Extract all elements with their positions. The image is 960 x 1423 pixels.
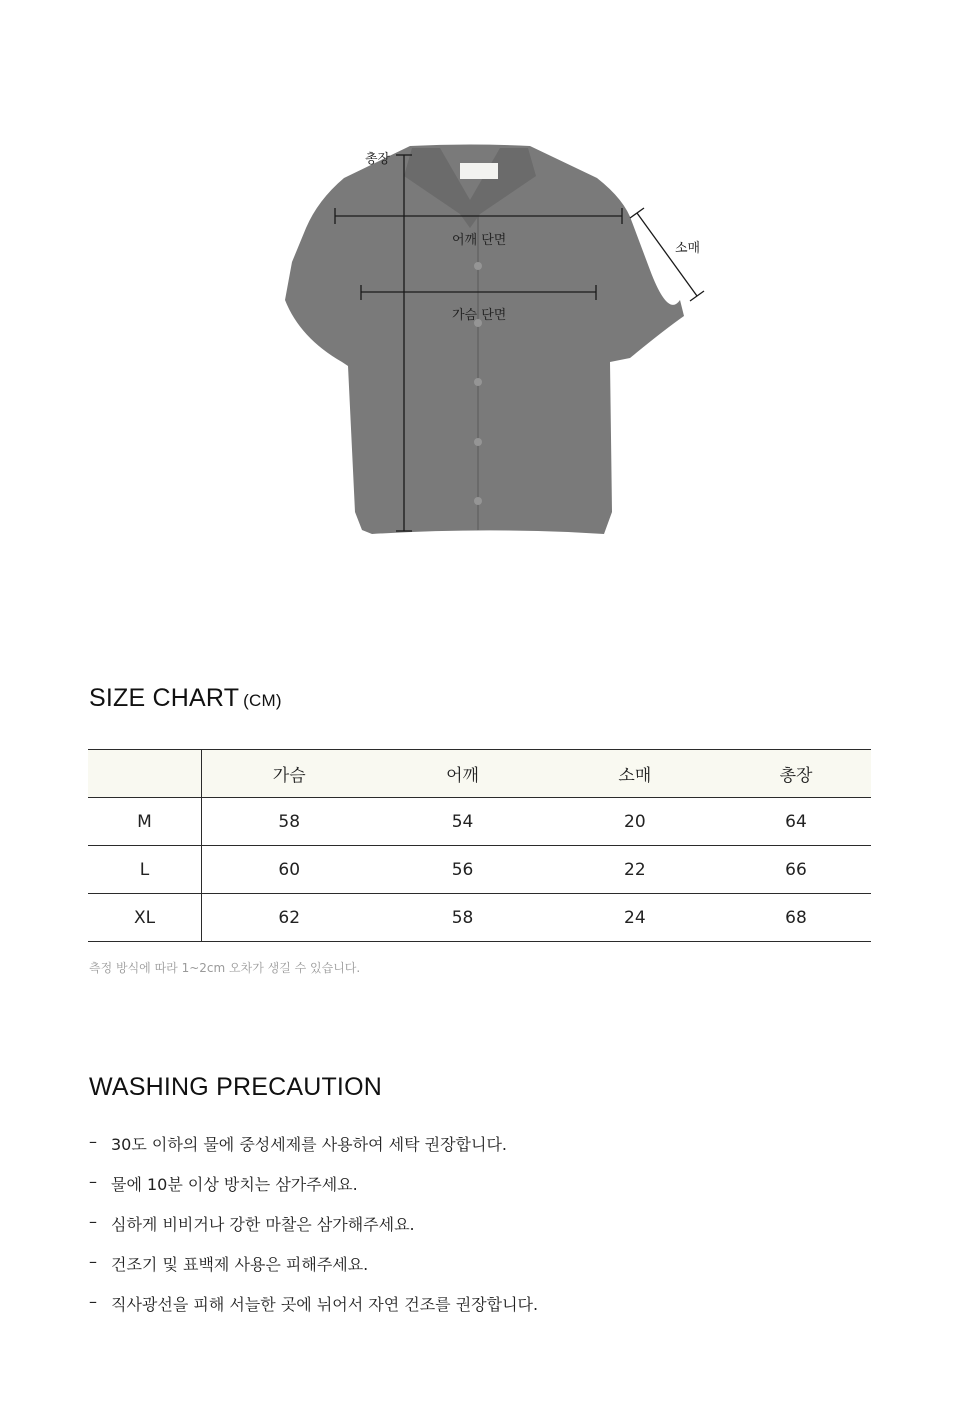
- table-row: [88, 894, 871, 942]
- list-dash: –: [89, 1252, 97, 1271]
- table-cell: 60: [202, 846, 377, 894]
- table-cell: 54: [376, 798, 548, 846]
- sleeve-cap-bottom: [690, 291, 704, 301]
- washing-title: WASHING PRECAUTION: [89, 1073, 382, 1101]
- shirt-button: [474, 378, 482, 386]
- table-cell: 20: [549, 798, 721, 846]
- shirt-button: [474, 438, 482, 446]
- sleeve-label: 소매: [675, 241, 701, 256]
- list-item-text: 30도 이하의 물에 중성세제를 사용하여 세탁 권장합니다.: [111, 1135, 507, 1154]
- list-item: [89, 1252, 538, 1292]
- list-dash: –: [89, 1212, 97, 1231]
- table-row: [88, 798, 871, 846]
- size-chart-title: [89, 684, 282, 713]
- size-table: [88, 749, 871, 942]
- shirt-button: [474, 497, 482, 505]
- size-label-cell: L: [88, 846, 202, 894]
- list-item: [89, 1212, 538, 1252]
- list-item: [89, 1172, 538, 1212]
- table-cell: 56: [376, 846, 548, 894]
- table-cell: 22: [549, 846, 721, 894]
- list-dash: –: [89, 1292, 97, 1311]
- shoulder-label: 어깨 단면: [452, 233, 507, 248]
- table-cell: 58: [376, 894, 548, 942]
- size-label-cell: XL: [88, 894, 202, 942]
- table-cell: 24: [549, 894, 721, 942]
- list-item-text: 물에 10분 이상 방치는 삼가주세요.: [111, 1175, 358, 1194]
- washing-list: [89, 1132, 538, 1332]
- size-chart-title-text: SIZE CHART: [89, 684, 240, 712]
- list-item-text: 심하게 비비거나 강한 마찰은 삼가해주세요.: [111, 1215, 415, 1234]
- size-chart-unit: (CM): [243, 691, 282, 710]
- table-cell: 66: [721, 846, 871, 894]
- shirt-illustration: [0, 0, 960, 600]
- table-header-cell: 어깨: [376, 750, 548, 798]
- table-cell: 58: [202, 798, 377, 846]
- total-length-label: 총장: [365, 152, 391, 167]
- table-header-cell: [88, 750, 202, 798]
- chest-label: 가슴 단면: [452, 308, 507, 323]
- list-dash: –: [89, 1172, 97, 1191]
- table-header-row: [88, 750, 871, 798]
- table-header-cell: 가슴: [202, 750, 377, 798]
- list-item: [89, 1132, 538, 1172]
- list-item: [89, 1292, 538, 1332]
- table-row: [88, 846, 871, 894]
- list-dash: –: [89, 1132, 97, 1151]
- table-header-cell: 소매: [549, 750, 721, 798]
- table-cell: 64: [721, 798, 871, 846]
- size-label-cell: M: [88, 798, 202, 846]
- measurement-note: 측정 방식에 따라 1~2cm 오차가 생길 수 있습니다.: [89, 961, 361, 975]
- sleeve-cap-top: [630, 208, 644, 218]
- table-header-cell: 총장: [721, 750, 871, 798]
- shirt-button: [474, 262, 482, 270]
- table-cell: 68: [721, 894, 871, 942]
- garment-diagram: [0, 0, 960, 600]
- list-item-text: 직사광선을 피해 서늘한 곳에 뉘어서 자연 건조를 권장합니다.: [111, 1295, 539, 1314]
- list-item-text: 건조기 및 표백제 사용은 피해주세요.: [111, 1255, 369, 1274]
- neck-label: [460, 163, 498, 179]
- table-cell: 62: [202, 894, 377, 942]
